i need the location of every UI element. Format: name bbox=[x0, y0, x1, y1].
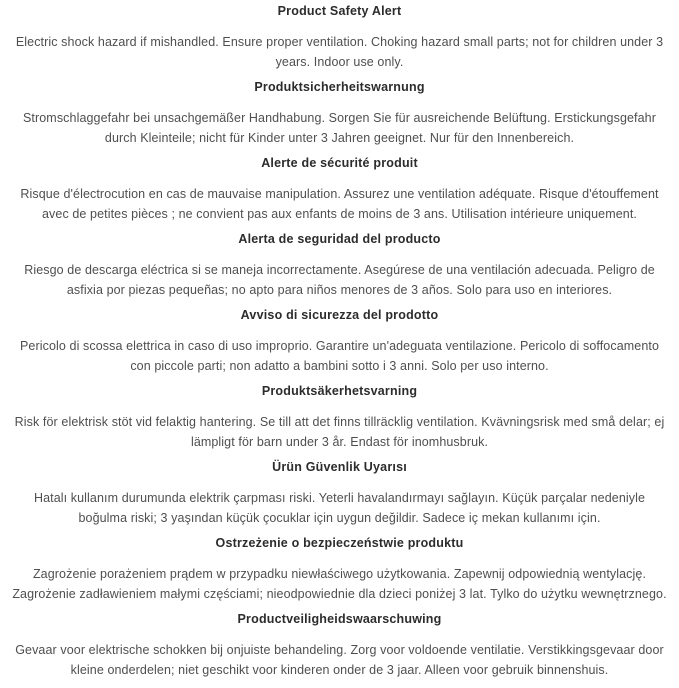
section-body-dutch: Gevaar voor elektrische schokken bij onjuiste behandeling. Zorg voor voldoende ventilatie. Verstikkingsgevaar door kleine onderdelen; niet geschikt voor kinderen onder de 3 jaar. Alleen voor gebruik binnenshuis. bbox=[15, 643, 664, 677]
section-body-swedish: Risk för elektrisk stöt vid felaktig hantering. Se till att det finns tillräcklig ventilation. Kvävningsrisk med små delar; ej lämpligt för barn under 3 år. Endast för inomhusbruk. bbox=[14, 415, 665, 449]
section-body-french: Risque d'électrocution en cas de mauvaise manipulation. Assurez une ventilation adéquate. Risque d'étouffement avec de petites pièces ; ne convient pas aux enfants de moins de 3 ans. Utilisation intérieure uniquement. bbox=[20, 187, 659, 221]
section-heading-spanish: Alerta de seguridad del producto bbox=[238, 232, 441, 246]
section-heading-french: Alerte de sécurité produit bbox=[261, 156, 418, 170]
safety-section-french bbox=[8, 156, 671, 224]
section-heading-swedish: Produktsäkerhetsvarning bbox=[261, 384, 418, 398]
section-heading-english: Product Safety Alert bbox=[277, 4, 402, 18]
safety-section-german bbox=[8, 80, 671, 148]
safety-section-italian bbox=[8, 308, 671, 376]
safety-section-dutch bbox=[8, 612, 671, 680]
safety-section-polish bbox=[8, 536, 671, 604]
section-heading-dutch: Productveiligheidswaarschuwing bbox=[237, 612, 442, 626]
safety-section-english bbox=[8, 4, 671, 72]
section-body-german: Stromschlaggefahr bei unsachgemäßer Handhabung. Sorgen Sie für ausreichende Belüftung. Erstickungsgefahr durch Kleinteile; nicht für Kinder unter 3 Jahren geeignet. Nur für den Innenbereich. bbox=[22, 111, 656, 145]
section-body-turkish: Hatalı kullanım durumunda elektrik çarpması riski. Yeterli havalandırmayı sağlayın. Küçük parçalar nedeniyle boğulma riski; 3 yaşından küçük çocuklar için uygun değildir. Sadece iç mekan kullanımı için. bbox=[33, 491, 646, 525]
section-heading-german: Produktsicherheitswarnung bbox=[254, 80, 425, 94]
section-body-english: Electric shock hazard if mishandled. Ensure proper ventilation. Choking hazard small parts; not for children under 3 years. Indoor use only. bbox=[15, 35, 664, 69]
section-heading-turkish: Ürün Güvenlik Uyarısı bbox=[272, 460, 407, 474]
section-body-spanish: Riesgo de descarga eléctrica si se maneja incorrectamente. Asegúrese de una ventilación adecuada. Peligro de asfixia por piezas pequeñas; no apto para niños menores de 3 años. Solo para uso en interiores. bbox=[24, 263, 655, 297]
safety-section-spanish bbox=[8, 232, 671, 300]
section-heading-polish: Ostrzeżenie o bezpieczeństwie produktu bbox=[215, 536, 464, 550]
safety-section-turkish bbox=[8, 460, 671, 528]
section-body-italian: Pericolo di scossa elettrica in caso di uso improprio. Garantire un'adeguata ventilazione. Pericolo di soffocamento con piccole parti; non adatto a bambini sotto i 3 anni. Solo per uso interno. bbox=[20, 339, 659, 373]
section-body-polish: Zagrożenie porażeniem prądem w przypadku niewłaściwego użytkowania. Zapewnij odpowiednią wentylację. Zagrożenie zadławieniem małymi częściami; nieodpowiednie dla dzieci poniżej 3 lat. Tylko do użytku wewnętrznego. bbox=[12, 567, 667, 601]
section-heading-italian: Avviso di sicurezza del prodotto bbox=[240, 308, 439, 322]
safety-section-swedish bbox=[8, 384, 671, 452]
